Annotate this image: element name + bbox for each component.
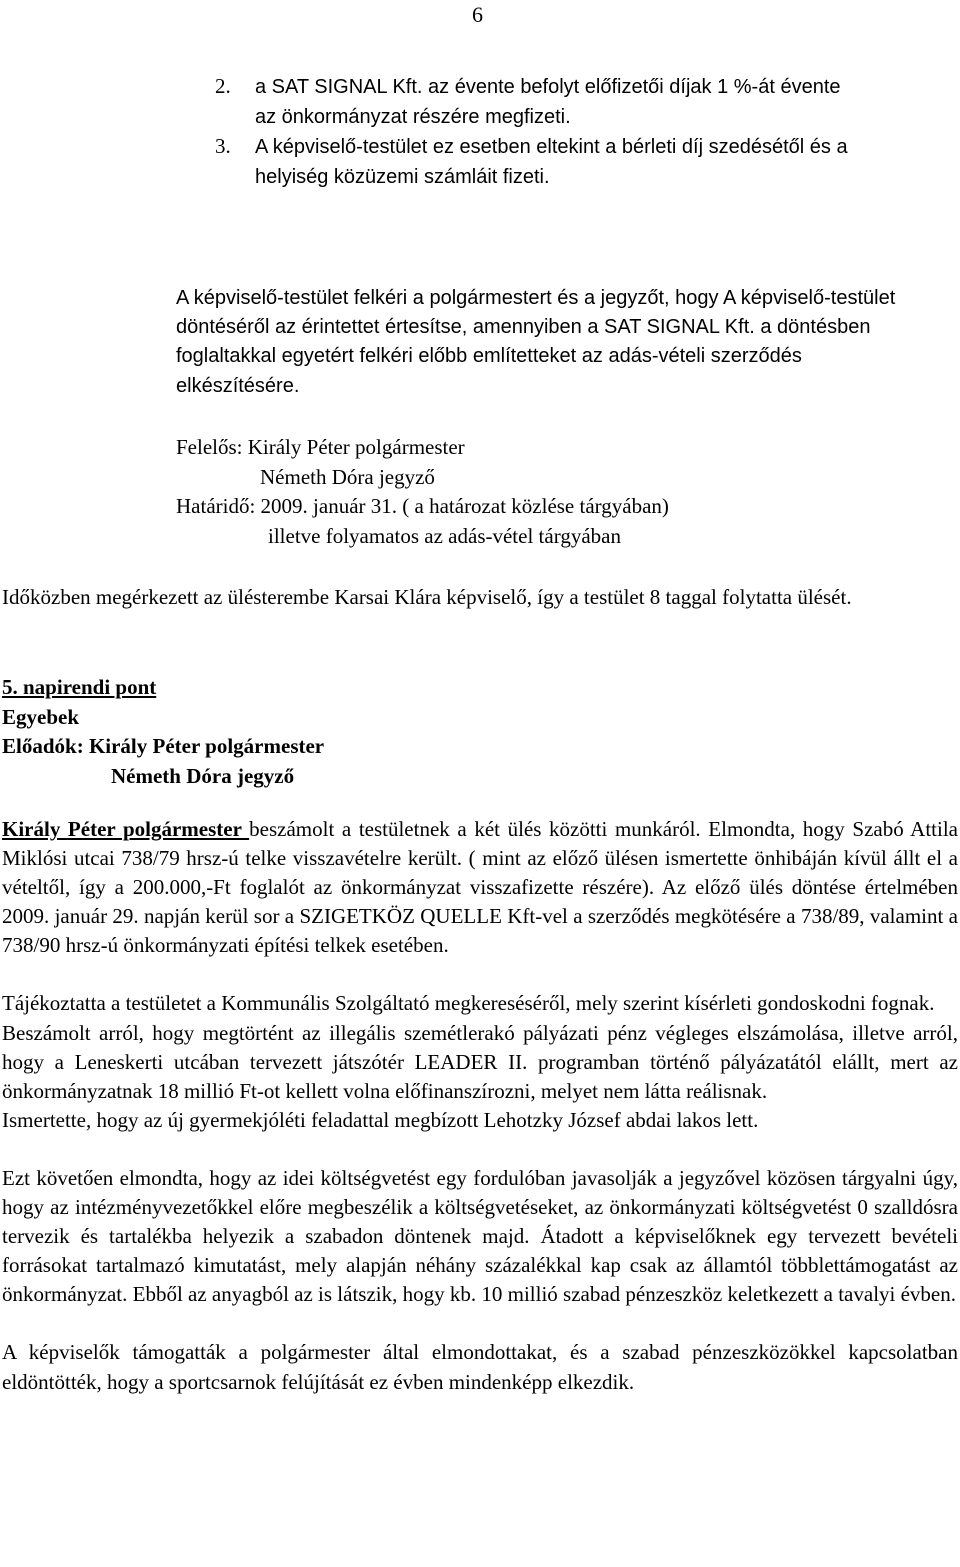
list-item-number: 2. <box>215 74 231 98</box>
report-section <box>2 815 958 1397</box>
report-paragraph-5: Ezt követően elmondta, hogy az idei költségvetést egy fordulóban javasolják a jegyzővel közösen tárgyalni úgy, hogy az intézményvezetőkkel előre megbeszélik a költségvetéseket, az önkormányzati költségvetést 0 szalldósra tervezik és tartalékba helyezik a szabadon döntenek majd. Átadott a képviselőknek egy tervezett bevételi forrásokat tartalmazó kimutatást, mely alapján néhány százalékkal kap csak az államtól többlettámogatást az önkormányzat. Ebből az anyagból az is látszik, hogy kb. 10 millió szabad pénzeszköz keletkezett a tavalyi évben. <box>2 1165 958 1307</box>
arrival-paragraph <box>2 583 958 613</box>
agenda-point-title: 5. napirendi pont <box>2 675 157 699</box>
agenda-speaker-2: Németh Dóra jegyző <box>111 763 295 788</box>
responsible-person-2: Németh Dóra jegyző <box>260 464 435 489</box>
page-number: 6 <box>472 2 483 27</box>
report-paragraph-6: A képviselők támogatták a polgármester által elmondottakat, és a szabad pénzeszközökkel kapcsolatban eldöntötték, hogy a sportcsarnok felújítását ez évben mindenképp elkezdik. <box>2 1340 958 1394</box>
report-speaker: Király Péter polgármester <box>2 817 250 841</box>
list-item <box>215 132 855 192</box>
agenda-subject: Egyebek <box>2 704 80 729</box>
report-paragraph-4: Ismertette, hogy az új gyermekjóléti feladattal megbízott Lehotzky József abdai lakos lett. <box>2 1107 759 1132</box>
list-item <box>215 72 855 132</box>
report-paragraph-1-text: beszámolt a testületnek a két ülés közötti munkáról. Elmondta, hogy Szabó Attila Miklósi utcai 738/79 hrsz-ú telke visszavételre került. ( mint az előző ülésen ismertette önhibáján kívül állt el a vételtől, így a 200.000,-Ft foglalót az önkormányzat visszafizette részére). Az előző ülés döntése értelmében 2009. január 29. napján kerül sor a SZIGETKÖZ QUELLE Kft-vel a szerződés megkötésére a 738/89, valamint a 738/90 hrsz-ú önkormányzati építési telkek esetében. <box>2 817 958 958</box>
agenda-block <box>2 673 702 791</box>
responsible-block <box>176 433 916 551</box>
agenda-speakers: Előadók: Király Péter polgármester <box>2 734 325 758</box>
deadline-line: Határidő: 2009. január 31. ( a határozat közlése tárgyában) <box>176 494 669 518</box>
resolution-text: A képviselő-testület felkéri a polgármestert és a jegyzőt, hogy A képviselő-testület döntéséről az érintettet értesítse, amennyiben a SAT SIGNAL Kft. a döntésben foglaltakkal egyetért felkéri előbb említetteket az adás-vételi szerződés elkészítésére. <box>176 287 896 397</box>
list-item-number: 3. <box>215 134 231 158</box>
resolution-block <box>176 284 896 401</box>
list-item-text: a SAT SIGNAL Kft. az évente befolyt előfizetői díjak 1 %-át évente az önkormányzat részére megfizeti. <box>255 76 841 128</box>
numbered-list <box>215 72 855 192</box>
arrival-text: Időközben megérkezett az ülésterembe Karsai Klára képviselő, így a testület 8 taggal folytatta ülését. <box>2 585 852 609</box>
report-paragraph-1 <box>2 815 958 960</box>
list-item-text: A képviselő-testület ez esetben eltekint a bérleti díj szedésétől és a helyiség közüzemi számláit fizeti. <box>255 136 848 188</box>
report-paragraph-3: Beszámolt arról, hogy megtörtént az illegális szemétlerakó pályázati pénz végleges elszámolása, illetve arról, hogy a Leneskerti utcában tervezett játszótér LEADER II. programban történő pályázatától elállt, mert az önkormányzatnak 18 millió Ft-ot kellett volna előfinanszírozni, melyet nem látta reálisnak. <box>2 1020 958 1103</box>
deadline-continuation: illetve folyamatos az adás-vétel tárgyában <box>268 523 621 548</box>
report-paragraph-2: Tájékoztatta a testületet a Kommunális Szolgáltató megkereséséről, mely szerint kísérleti gondoskodni fognak. <box>2 991 935 1016</box>
responsible-line: Felelős: Király Péter polgármester <box>176 435 465 459</box>
